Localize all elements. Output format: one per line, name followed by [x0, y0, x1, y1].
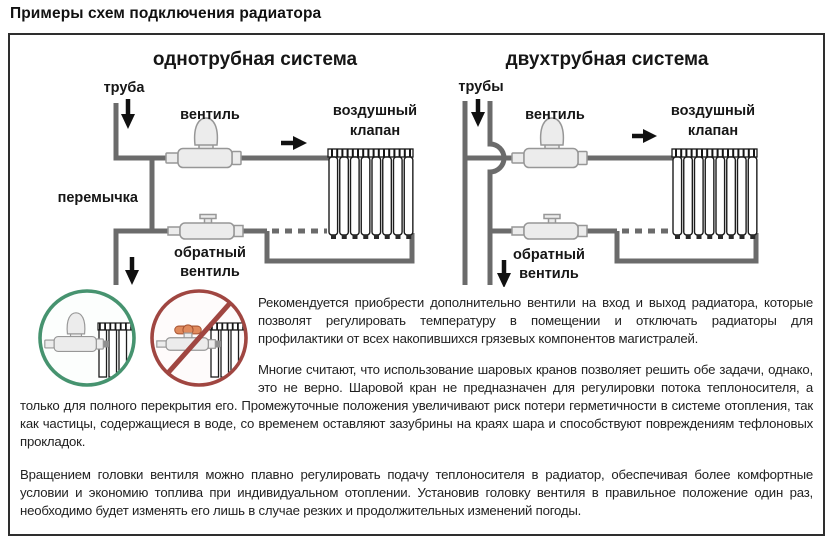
label-return-valve-line1: обратный [174, 245, 246, 261]
label-valve: вентиль [180, 107, 240, 123]
label-return-valve-line2: вентиль [519, 266, 579, 282]
infographic-frame [8, 33, 825, 536]
supply-valve [166, 118, 241, 168]
prohibited-valve-example-icon [148, 287, 250, 389]
diagram-two-pipe-system [415, 35, 821, 287]
label-return-valve-line2: вентиль [180, 264, 240, 280]
valve-examples [20, 285, 258, 391]
diagram-single-pipe-system [10, 35, 420, 287]
label-bypass: перемычка [57, 190, 138, 206]
allowed-valve-example-icon [36, 287, 138, 389]
two-pipe-title: двухтрубная система [505, 49, 709, 70]
label-air-valve-line1: воздушный [332, 103, 418, 119]
label-valve: вентиль [525, 107, 585, 123]
radiator [328, 149, 413, 237]
label-air-valve-line1: воздушный [670, 103, 756, 119]
flow-arrow-down-bottom [497, 260, 511, 287]
paragraph-valve-head-usage: Вращением головки вентиля можно плавно регулировать подачу теплоносителя в радиатор, обеспечивая более комфортные условии и экономию топлива при индивидуальном отоплении. Установив головку вентиля в правильное положение один раз, необходимо будет изменять его лишь в случае резких и продолжительных изменений погоды. [20, 466, 813, 518]
advice-text-block [20, 285, 813, 519]
return-riser-pipe-with-hop [490, 101, 504, 285]
return-valve [168, 215, 243, 240]
flow-arrow-down-top [121, 99, 135, 129]
flow-arrow-down-top [471, 99, 485, 127]
label-air-valve-line2: клапан [687, 123, 739, 139]
label-return-valve-line1: обратный [513, 247, 585, 263]
radiator-return-loop [267, 231, 412, 261]
paragraph-ball-valve-warning: Многие считают, что использование шаровых кранов позволяет решить обе задачи, однако, это не верно. Шаровой кран не предназначен для регулировки потока теплоносителя, а только для полного перекрытия его. Промежуточные положения увеличивают риск потери герметичности в системе отопления, так как частицы, содержащиеся в воде, со временем оставляют зазубрины на краях шара и способствуют повреждениям тефлоновых прокладок. [20, 361, 813, 449]
supply-valve [512, 118, 587, 168]
flow-arrow-right [632, 129, 657, 143]
label-air-valve-line2: клапан [349, 123, 401, 139]
radiator [672, 149, 757, 237]
paragraph-recommendation: Рекомендуется приобрести дополнительно вентили на вход и выход радиатора, которые позволят регулировать температуру в помещении и отключать радиаторы для профилактики от всех накопившихся грязевых компонентов магистралей. [258, 295, 813, 346]
label-pipe: труба [103, 80, 145, 96]
label-pipes: трубы [458, 79, 504, 95]
page-title: Примеры схем подключения радиатора [10, 5, 322, 22]
single-pipe-title: однотрубная система [152, 49, 358, 70]
flow-arrow-right [281, 136, 307, 150]
flow-arrow-down-bottom [125, 257, 139, 285]
return-valve [512, 215, 587, 240]
